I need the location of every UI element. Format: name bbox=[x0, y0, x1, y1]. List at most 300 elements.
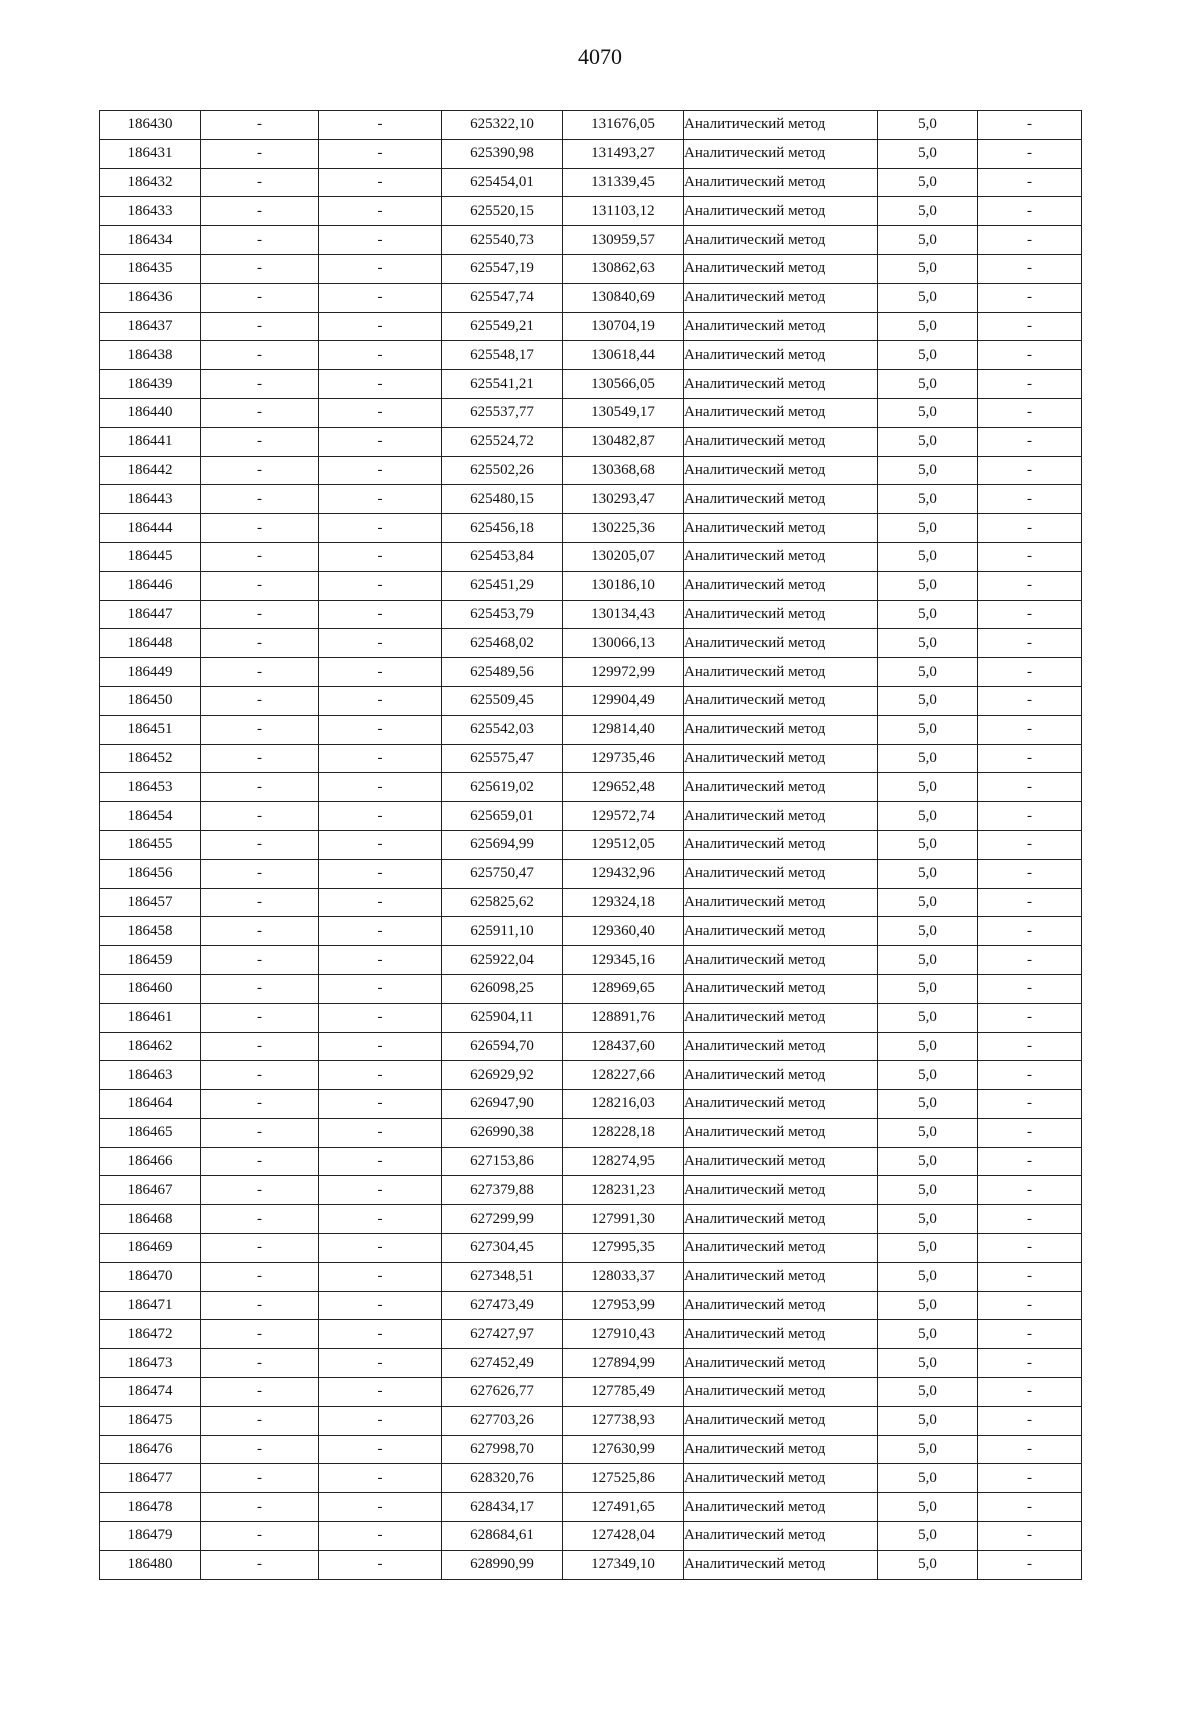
x-coordinate-cell: 625322,10 bbox=[442, 111, 563, 140]
dash-cell: - bbox=[978, 398, 1082, 427]
table-row bbox=[100, 1147, 1082, 1176]
dash-cell: - bbox=[319, 1147, 442, 1176]
method-cell: Аналитический метод bbox=[684, 1205, 878, 1234]
accuracy-cell: 5,0 bbox=[878, 1550, 978, 1579]
accuracy-cell: 5,0 bbox=[878, 1522, 978, 1551]
x-coordinate-cell: 625922,04 bbox=[442, 946, 563, 975]
table-row bbox=[100, 1090, 1082, 1119]
dash-cell: - bbox=[201, 830, 319, 859]
dash-cell: - bbox=[201, 1176, 319, 1205]
y-coordinate-cell: 127349,10 bbox=[563, 1550, 684, 1579]
dash-cell: - bbox=[978, 1262, 1082, 1291]
dash-cell: - bbox=[978, 168, 1082, 197]
x-coordinate-cell: 626990,38 bbox=[442, 1118, 563, 1147]
point-number-cell: 186474 bbox=[100, 1378, 201, 1407]
y-coordinate-cell: 128437,60 bbox=[563, 1032, 684, 1061]
x-coordinate-cell: 625468,02 bbox=[442, 629, 563, 658]
accuracy-cell: 5,0 bbox=[878, 859, 978, 888]
dash-cell: - bbox=[319, 111, 442, 140]
x-coordinate-cell: 625547,74 bbox=[442, 283, 563, 312]
accuracy-cell: 5,0 bbox=[878, 715, 978, 744]
accuracy-cell: 5,0 bbox=[878, 1147, 978, 1176]
table-row bbox=[100, 1291, 1082, 1320]
point-number-cell: 186466 bbox=[100, 1147, 201, 1176]
dash-cell: - bbox=[201, 917, 319, 946]
accuracy-cell: 5,0 bbox=[878, 1118, 978, 1147]
method-cell: Аналитический метод bbox=[684, 917, 878, 946]
accuracy-cell: 5,0 bbox=[878, 658, 978, 687]
point-number-cell: 186430 bbox=[100, 111, 201, 140]
y-coordinate-cell: 127785,49 bbox=[563, 1378, 684, 1407]
dash-cell: - bbox=[978, 715, 1082, 744]
table-row bbox=[100, 715, 1082, 744]
x-coordinate-cell: 627473,49 bbox=[442, 1291, 563, 1320]
x-coordinate-cell: 625542,03 bbox=[442, 715, 563, 744]
x-coordinate-cell: 625454,01 bbox=[442, 168, 563, 197]
table-row bbox=[100, 1550, 1082, 1579]
accuracy-cell: 5,0 bbox=[878, 629, 978, 658]
method-cell: Аналитический метод bbox=[684, 1406, 878, 1435]
point-number-cell: 186472 bbox=[100, 1320, 201, 1349]
point-number-cell: 186441 bbox=[100, 427, 201, 456]
x-coordinate-cell: 628434,17 bbox=[442, 1493, 563, 1522]
x-coordinate-cell: 625453,84 bbox=[442, 542, 563, 571]
point-number-cell: 186471 bbox=[100, 1291, 201, 1320]
accuracy-cell: 5,0 bbox=[878, 168, 978, 197]
y-coordinate-cell: 130566,05 bbox=[563, 370, 684, 399]
dash-cell: - bbox=[978, 629, 1082, 658]
table-row bbox=[100, 1464, 1082, 1493]
dash-cell: - bbox=[319, 1550, 442, 1579]
x-coordinate-cell: 625575,47 bbox=[442, 744, 563, 773]
dash-cell: - bbox=[201, 111, 319, 140]
table-row bbox=[100, 1522, 1082, 1551]
point-number-cell: 186447 bbox=[100, 600, 201, 629]
y-coordinate-cell: 127491,65 bbox=[563, 1493, 684, 1522]
method-cell: Аналитический метод bbox=[684, 111, 878, 140]
x-coordinate-cell: 628320,76 bbox=[442, 1464, 563, 1493]
point-number-cell: 186453 bbox=[100, 773, 201, 802]
x-coordinate-cell: 627452,49 bbox=[442, 1349, 563, 1378]
dash-cell: - bbox=[319, 427, 442, 456]
x-coordinate-cell: 625453,79 bbox=[442, 600, 563, 629]
y-coordinate-cell: 130704,19 bbox=[563, 312, 684, 341]
point-number-cell: 186440 bbox=[100, 398, 201, 427]
accuracy-cell: 5,0 bbox=[878, 974, 978, 1003]
dash-cell: - bbox=[319, 1522, 442, 1551]
y-coordinate-cell: 129735,46 bbox=[563, 744, 684, 773]
table-row bbox=[100, 427, 1082, 456]
dash-cell: - bbox=[978, 1205, 1082, 1234]
y-coordinate-cell: 129432,96 bbox=[563, 859, 684, 888]
dash-cell: - bbox=[319, 1118, 442, 1147]
point-number-cell: 186432 bbox=[100, 168, 201, 197]
x-coordinate-cell: 625489,56 bbox=[442, 658, 563, 687]
x-coordinate-cell: 627427,97 bbox=[442, 1320, 563, 1349]
dash-cell: - bbox=[978, 1378, 1082, 1407]
x-coordinate-cell: 625911,10 bbox=[442, 917, 563, 946]
dash-cell: - bbox=[201, 686, 319, 715]
accuracy-cell: 5,0 bbox=[878, 1291, 978, 1320]
accuracy-cell: 5,0 bbox=[878, 686, 978, 715]
point-number-cell: 186478 bbox=[100, 1493, 201, 1522]
point-number-cell: 186437 bbox=[100, 312, 201, 341]
table-row bbox=[100, 226, 1082, 255]
table-row bbox=[100, 254, 1082, 283]
x-coordinate-cell: 625451,29 bbox=[442, 571, 563, 600]
method-cell: Аналитический метод bbox=[684, 254, 878, 283]
table-row bbox=[100, 946, 1082, 975]
y-coordinate-cell: 127428,04 bbox=[563, 1522, 684, 1551]
accuracy-cell: 5,0 bbox=[878, 197, 978, 226]
method-cell: Аналитический метод bbox=[684, 514, 878, 543]
method-cell: Аналитический метод bbox=[684, 830, 878, 859]
y-coordinate-cell: 130368,68 bbox=[563, 456, 684, 485]
accuracy-cell: 5,0 bbox=[878, 1406, 978, 1435]
accuracy-cell: 5,0 bbox=[878, 456, 978, 485]
dash-cell: - bbox=[978, 686, 1082, 715]
y-coordinate-cell: 130840,69 bbox=[563, 283, 684, 312]
dash-cell: - bbox=[319, 514, 442, 543]
accuracy-cell: 5,0 bbox=[878, 1320, 978, 1349]
dash-cell: - bbox=[201, 139, 319, 168]
x-coordinate-cell: 625540,73 bbox=[442, 226, 563, 255]
y-coordinate-cell: 130134,43 bbox=[563, 600, 684, 629]
y-coordinate-cell: 129652,48 bbox=[563, 773, 684, 802]
dash-cell: - bbox=[978, 1003, 1082, 1032]
dash-cell: - bbox=[978, 1234, 1082, 1263]
dash-cell: - bbox=[201, 370, 319, 399]
accuracy-cell: 5,0 bbox=[878, 514, 978, 543]
accuracy-cell: 5,0 bbox=[878, 1234, 978, 1263]
dash-cell: - bbox=[978, 1464, 1082, 1493]
method-cell: Аналитический метод bbox=[684, 283, 878, 312]
table-row bbox=[100, 139, 1082, 168]
dash-cell: - bbox=[201, 312, 319, 341]
accuracy-cell: 5,0 bbox=[878, 1032, 978, 1061]
dash-cell: - bbox=[201, 1406, 319, 1435]
dash-cell: - bbox=[201, 658, 319, 687]
method-cell: Аналитический метод bbox=[684, 1032, 878, 1061]
point-number-cell: 186446 bbox=[100, 571, 201, 600]
dash-cell: - bbox=[978, 600, 1082, 629]
method-cell: Аналитический метод bbox=[684, 1262, 878, 1291]
point-number-cell: 186444 bbox=[100, 514, 201, 543]
accuracy-cell: 5,0 bbox=[878, 398, 978, 427]
dash-cell: - bbox=[201, 1320, 319, 1349]
dash-cell: - bbox=[319, 802, 442, 831]
accuracy-cell: 5,0 bbox=[878, 542, 978, 571]
dash-cell: - bbox=[978, 283, 1082, 312]
coordinates-table bbox=[99, 110, 1082, 1580]
dash-cell: - bbox=[319, 859, 442, 888]
table-row bbox=[100, 111, 1082, 140]
dash-cell: - bbox=[319, 658, 442, 687]
y-coordinate-cell: 128228,18 bbox=[563, 1118, 684, 1147]
point-number-cell: 186451 bbox=[100, 715, 201, 744]
method-cell: Аналитический метод bbox=[684, 1118, 878, 1147]
point-number-cell: 186460 bbox=[100, 974, 201, 1003]
accuracy-cell: 5,0 bbox=[878, 1003, 978, 1032]
method-cell: Аналитический метод bbox=[684, 744, 878, 773]
dash-cell: - bbox=[978, 226, 1082, 255]
method-cell: Аналитический метод bbox=[684, 427, 878, 456]
dash-cell: - bbox=[319, 600, 442, 629]
method-cell: Аналитический метод bbox=[684, 974, 878, 1003]
x-coordinate-cell: 628684,61 bbox=[442, 1522, 563, 1551]
table-row bbox=[100, 1262, 1082, 1291]
accuracy-cell: 5,0 bbox=[878, 600, 978, 629]
dash-cell: - bbox=[319, 1061, 442, 1090]
table-row bbox=[100, 1205, 1082, 1234]
point-number-cell: 186476 bbox=[100, 1435, 201, 1464]
accuracy-cell: 5,0 bbox=[878, 1176, 978, 1205]
accuracy-cell: 5,0 bbox=[878, 370, 978, 399]
dash-cell: - bbox=[201, 1090, 319, 1119]
method-cell: Аналитический метод bbox=[684, 485, 878, 514]
dash-cell: - bbox=[319, 398, 442, 427]
dash-cell: - bbox=[978, 917, 1082, 946]
accuracy-cell: 5,0 bbox=[878, 744, 978, 773]
dash-cell: - bbox=[978, 1406, 1082, 1435]
x-coordinate-cell: 625502,26 bbox=[442, 456, 563, 485]
dash-cell: - bbox=[201, 427, 319, 456]
table-row bbox=[100, 773, 1082, 802]
dash-cell: - bbox=[978, 1032, 1082, 1061]
y-coordinate-cell: 127995,35 bbox=[563, 1234, 684, 1263]
x-coordinate-cell: 626594,70 bbox=[442, 1032, 563, 1061]
table-row bbox=[100, 571, 1082, 600]
dash-cell: - bbox=[201, 1493, 319, 1522]
dash-cell: - bbox=[978, 254, 1082, 283]
dash-cell: - bbox=[201, 197, 319, 226]
y-coordinate-cell: 129345,16 bbox=[563, 946, 684, 975]
dash-cell: - bbox=[978, 658, 1082, 687]
x-coordinate-cell: 625537,77 bbox=[442, 398, 563, 427]
table-row bbox=[100, 1493, 1082, 1522]
dash-cell: - bbox=[978, 974, 1082, 1003]
x-coordinate-cell: 625549,21 bbox=[442, 312, 563, 341]
y-coordinate-cell: 130293,47 bbox=[563, 485, 684, 514]
dash-cell: - bbox=[978, 1522, 1082, 1551]
x-coordinate-cell: 627348,51 bbox=[442, 1262, 563, 1291]
point-number-cell: 186454 bbox=[100, 802, 201, 831]
table-row bbox=[100, 600, 1082, 629]
dash-cell: - bbox=[201, 1147, 319, 1176]
y-coordinate-cell: 129360,40 bbox=[563, 917, 684, 946]
y-coordinate-cell: 129814,40 bbox=[563, 715, 684, 744]
accuracy-cell: 5,0 bbox=[878, 830, 978, 859]
y-coordinate-cell: 127630,99 bbox=[563, 1435, 684, 1464]
dash-cell: - bbox=[201, 600, 319, 629]
table-row bbox=[100, 1406, 1082, 1435]
dash-cell: - bbox=[319, 1032, 442, 1061]
method-cell: Аналитический метод bbox=[684, 168, 878, 197]
method-cell: Аналитический метод bbox=[684, 1003, 878, 1032]
point-number-cell: 186433 bbox=[100, 197, 201, 226]
method-cell: Аналитический метод bbox=[684, 802, 878, 831]
accuracy-cell: 5,0 bbox=[878, 1205, 978, 1234]
dash-cell: - bbox=[201, 341, 319, 370]
method-cell: Аналитический метод bbox=[684, 715, 878, 744]
y-coordinate-cell: 129904,49 bbox=[563, 686, 684, 715]
dash-cell: - bbox=[319, 312, 442, 341]
table-row bbox=[100, 1118, 1082, 1147]
dash-cell: - bbox=[319, 686, 442, 715]
accuracy-cell: 5,0 bbox=[878, 111, 978, 140]
method-cell: Аналитический метод bbox=[684, 1090, 878, 1119]
dash-cell: - bbox=[319, 974, 442, 1003]
y-coordinate-cell: 130066,13 bbox=[563, 629, 684, 658]
dash-cell: - bbox=[201, 1435, 319, 1464]
table-row bbox=[100, 686, 1082, 715]
accuracy-cell: 5,0 bbox=[878, 773, 978, 802]
point-number-cell: 186439 bbox=[100, 370, 201, 399]
dash-cell: - bbox=[978, 1320, 1082, 1349]
y-coordinate-cell: 128227,66 bbox=[563, 1061, 684, 1090]
dash-cell: - bbox=[978, 859, 1082, 888]
accuracy-cell: 5,0 bbox=[878, 917, 978, 946]
y-coordinate-cell: 131676,05 bbox=[563, 111, 684, 140]
dash-cell: - bbox=[978, 341, 1082, 370]
y-coordinate-cell: 130186,10 bbox=[563, 571, 684, 600]
dash-cell: - bbox=[319, 830, 442, 859]
accuracy-cell: 5,0 bbox=[878, 1435, 978, 1464]
point-number-cell: 186457 bbox=[100, 888, 201, 917]
method-cell: Аналитический метод bbox=[684, 1493, 878, 1522]
dash-cell: - bbox=[978, 1147, 1082, 1176]
dash-cell: - bbox=[319, 629, 442, 658]
table-row bbox=[100, 744, 1082, 773]
x-coordinate-cell: 625547,19 bbox=[442, 254, 563, 283]
y-coordinate-cell: 127910,43 bbox=[563, 1320, 684, 1349]
dash-cell: - bbox=[319, 456, 442, 485]
dash-cell: - bbox=[319, 1464, 442, 1493]
y-coordinate-cell: 130618,44 bbox=[563, 341, 684, 370]
method-cell: Аналитический метод bbox=[684, 1378, 878, 1407]
dash-cell: - bbox=[201, 168, 319, 197]
dash-cell: - bbox=[978, 773, 1082, 802]
dash-cell: - bbox=[201, 1378, 319, 1407]
dash-cell: - bbox=[978, 1349, 1082, 1378]
dash-cell: - bbox=[978, 370, 1082, 399]
x-coordinate-cell: 627153,86 bbox=[442, 1147, 563, 1176]
y-coordinate-cell: 127738,93 bbox=[563, 1406, 684, 1435]
table-row bbox=[100, 1234, 1082, 1263]
dash-cell: - bbox=[201, 485, 319, 514]
accuracy-cell: 5,0 bbox=[878, 283, 978, 312]
accuracy-cell: 5,0 bbox=[878, 1378, 978, 1407]
method-cell: Аналитический метод bbox=[684, 1550, 878, 1579]
y-coordinate-cell: 128216,03 bbox=[563, 1090, 684, 1119]
dash-cell: - bbox=[978, 1435, 1082, 1464]
y-coordinate-cell: 130862,63 bbox=[563, 254, 684, 283]
dash-cell: - bbox=[319, 1262, 442, 1291]
dash-cell: - bbox=[319, 946, 442, 975]
dash-cell: - bbox=[319, 485, 442, 514]
dash-cell: - bbox=[319, 1234, 442, 1263]
point-number-cell: 186431 bbox=[100, 139, 201, 168]
dash-cell: - bbox=[201, 1291, 319, 1320]
method-cell: Аналитический метод bbox=[684, 226, 878, 255]
accuracy-cell: 5,0 bbox=[878, 1061, 978, 1090]
method-cell: Аналитический метод bbox=[684, 629, 878, 658]
x-coordinate-cell: 626098,25 bbox=[442, 974, 563, 1003]
x-coordinate-cell: 625390,98 bbox=[442, 139, 563, 168]
dash-cell: - bbox=[319, 341, 442, 370]
x-coordinate-cell: 627998,70 bbox=[442, 1435, 563, 1464]
point-number-cell: 186459 bbox=[100, 946, 201, 975]
y-coordinate-cell: 127953,99 bbox=[563, 1291, 684, 1320]
point-number-cell: 186463 bbox=[100, 1061, 201, 1090]
dash-cell: - bbox=[319, 1176, 442, 1205]
x-coordinate-cell: 627626,77 bbox=[442, 1378, 563, 1407]
accuracy-cell: 5,0 bbox=[878, 312, 978, 341]
point-number-cell: 186465 bbox=[100, 1118, 201, 1147]
x-coordinate-cell: 625480,15 bbox=[442, 485, 563, 514]
table-row bbox=[100, 888, 1082, 917]
x-coordinate-cell: 625825,62 bbox=[442, 888, 563, 917]
dash-cell: - bbox=[978, 111, 1082, 140]
dash-cell: - bbox=[319, 888, 442, 917]
dash-cell: - bbox=[319, 744, 442, 773]
dash-cell: - bbox=[201, 859, 319, 888]
table-row bbox=[100, 1435, 1082, 1464]
y-coordinate-cell: 131339,45 bbox=[563, 168, 684, 197]
point-number-cell: 186436 bbox=[100, 283, 201, 312]
method-cell: Аналитический метод bbox=[684, 859, 878, 888]
table-row bbox=[100, 802, 1082, 831]
table-row bbox=[100, 283, 1082, 312]
table-row bbox=[100, 1003, 1082, 1032]
dash-cell: - bbox=[319, 370, 442, 399]
table-row bbox=[100, 1061, 1082, 1090]
method-cell: Аналитический метод bbox=[684, 312, 878, 341]
dash-cell: - bbox=[978, 139, 1082, 168]
x-coordinate-cell: 625659,01 bbox=[442, 802, 563, 831]
x-coordinate-cell: 625548,17 bbox=[442, 341, 563, 370]
table-row bbox=[100, 312, 1082, 341]
x-coordinate-cell: 627379,88 bbox=[442, 1176, 563, 1205]
x-coordinate-cell: 625904,11 bbox=[442, 1003, 563, 1032]
method-cell: Аналитический метод bbox=[684, 197, 878, 226]
dash-cell: - bbox=[319, 1406, 442, 1435]
accuracy-cell: 5,0 bbox=[878, 226, 978, 255]
dash-cell: - bbox=[978, 1118, 1082, 1147]
accuracy-cell: 5,0 bbox=[878, 427, 978, 456]
dash-cell: - bbox=[978, 1061, 1082, 1090]
x-coordinate-cell: 625509,45 bbox=[442, 686, 563, 715]
dash-cell: - bbox=[319, 226, 442, 255]
method-cell: Аналитический метод bbox=[684, 1291, 878, 1320]
dash-cell: - bbox=[978, 514, 1082, 543]
y-coordinate-cell: 127894,99 bbox=[563, 1349, 684, 1378]
dash-cell: - bbox=[978, 1291, 1082, 1320]
dash-cell: - bbox=[319, 1291, 442, 1320]
point-number-cell: 186467 bbox=[100, 1176, 201, 1205]
x-coordinate-cell: 627703,26 bbox=[442, 1406, 563, 1435]
dash-cell: - bbox=[201, 1118, 319, 1147]
point-number-cell: 186442 bbox=[100, 456, 201, 485]
dash-cell: - bbox=[201, 514, 319, 543]
dash-cell: - bbox=[978, 571, 1082, 600]
dash-cell: - bbox=[319, 1378, 442, 1407]
table-row bbox=[100, 542, 1082, 571]
accuracy-cell: 5,0 bbox=[878, 802, 978, 831]
table-row bbox=[100, 341, 1082, 370]
table-row bbox=[100, 1176, 1082, 1205]
y-coordinate-cell: 130549,17 bbox=[563, 398, 684, 427]
